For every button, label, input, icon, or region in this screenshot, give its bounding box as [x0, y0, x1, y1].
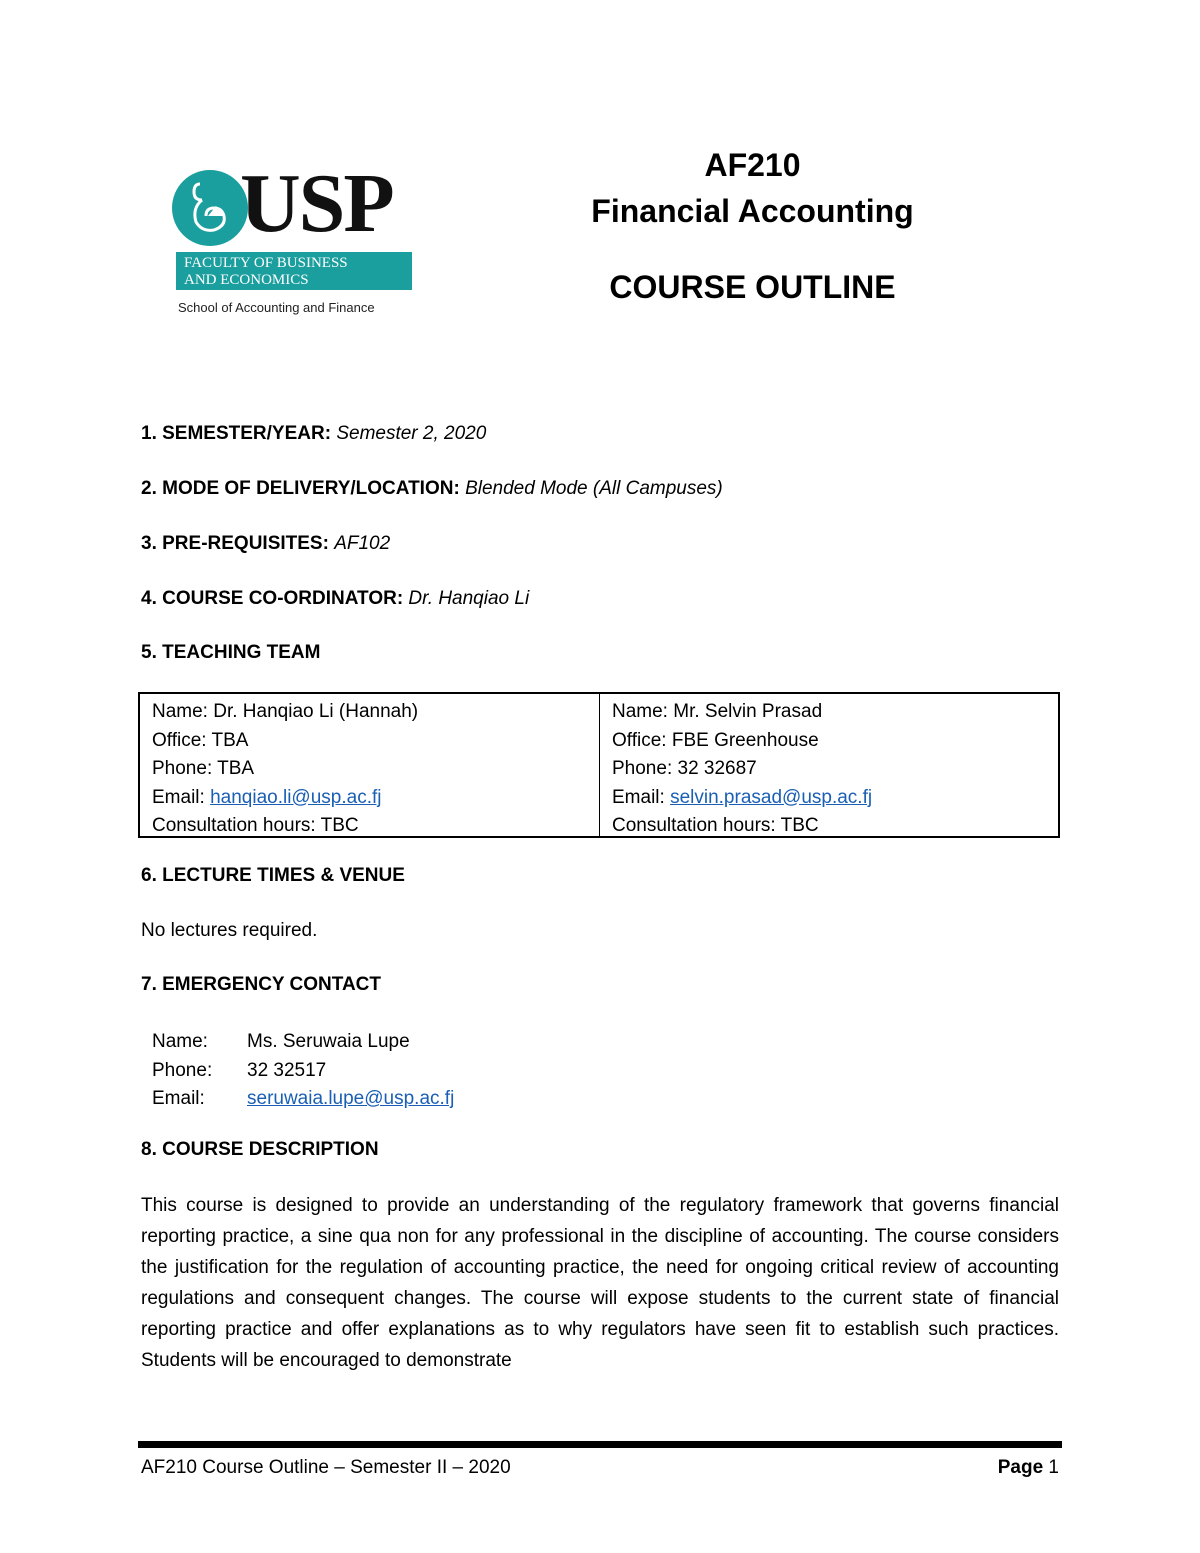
emergency-name-row	[152, 1028, 454, 1057]
emergency-email-link[interactable]: seruwaia.lupe@usp.ac.fj	[247, 1088, 455, 1109]
course-name: Financial Accounting	[591, 193, 914, 229]
course-description: This course is designed to provide an understanding of the regulatory framework that governs financial reporting practice, a sine qua non for any professional in the discipline of accounting. The course considers the justification for the regulation of accounting practice, the need for ongoing critical review of accounting regulations and consequent changes. The course will expose students to the current state of financial reporting practice and offer explanations as to why regulators have seen fit to establish such practices. Students will be encouraged to demonstrate	[141, 1195, 1059, 1371]
faculty-line-2: AND ECONOMICS	[184, 272, 309, 288]
document-title: COURSE OUTLINE	[609, 269, 896, 305]
delivery-value: Blended Mode (All Campuses)	[465, 478, 723, 499]
emergency-contact	[152, 1028, 454, 1114]
description-heading: 8. COURSE DESCRIPTION	[141, 1139, 379, 1160]
member-office: Office: FBE Greenhouse	[612, 729, 819, 751]
member-office: Office: TBA	[152, 729, 249, 751]
section-delivery	[141, 477, 723, 501]
usp-wordmark: USP	[240, 157, 393, 250]
lectures-heading: 6. LECTURE TIMES & VENUE	[141, 865, 405, 886]
section-description	[141, 1138, 379, 1162]
usp-logo	[170, 157, 415, 320]
section-prerequisites	[141, 532, 390, 556]
emergency-phone: 32 32517	[247, 1059, 327, 1081]
faculty-line-1: FACULTY OF BUSINESS	[184, 255, 348, 271]
page-number	[998, 1457, 1059, 1479]
member-email-row	[152, 784, 587, 813]
semester-label: 1. SEMESTER/YEAR:	[141, 423, 332, 444]
page-number-value: 1	[1048, 1457, 1059, 1478]
member-email-row	[612, 784, 1046, 813]
coordinator-value: Dr. Hanqiao Li	[408, 588, 530, 609]
semester-value: Semester 2, 2020	[336, 423, 487, 444]
faculty-band	[176, 252, 412, 290]
title-block	[560, 145, 945, 307]
school-name: School of Accounting and Finance	[178, 300, 375, 315]
section-lectures	[141, 864, 405, 888]
section-teaching-team	[141, 641, 320, 665]
teaching-team-heading: 5. TEACHING TEAM	[141, 642, 321, 663]
member-email-label: Email:	[152, 786, 205, 808]
emergency-phone-row	[152, 1057, 454, 1086]
emergency-heading: 7. EMERGENCY CONTACT	[141, 974, 381, 995]
member-name: Name: Mr. Selvin Prasad	[612, 701, 823, 722]
member-phone: Phone: TBA	[152, 758, 255, 779]
coordinator-label: 4. COURSE CO-ORDINATOR:	[141, 588, 404, 609]
prerequisites-value: AF102	[334, 533, 391, 554]
member-email-link[interactable]: hanqiao.li@usp.ac.fj	[210, 786, 382, 808]
emergency-name: Ms. Seruwaia Lupe	[247, 1031, 410, 1052]
course-code: AF210	[704, 147, 801, 183]
prerequisites-label: 3. PRE-REQUISITES:	[141, 533, 329, 554]
team-member-2	[599, 694, 1058, 836]
member-phone: Phone: 32 32687	[612, 758, 757, 779]
team-member-1	[140, 694, 599, 836]
member-email-label: Email:	[612, 786, 665, 808]
section-emergency	[141, 973, 381, 997]
usp-emblem-icon	[172, 170, 248, 246]
member-hours: Consultation hours: TBC	[152, 815, 359, 836]
member-email-link[interactable]: selvin.prasad@usp.ac.fj	[670, 786, 873, 808]
emergency-email-label: Email:	[152, 1088, 205, 1109]
footer-title: AF210 Course Outline – Semester II – 2020	[141, 1457, 511, 1478]
page-label: Page	[997, 1457, 1044, 1478]
footer-rule	[138, 1441, 1062, 1448]
emergency-phone-label: Phone:	[152, 1059, 213, 1081]
section-semester	[141, 422, 486, 446]
delivery-label: 2. MODE OF DELIVERY/LOCATION:	[141, 478, 460, 499]
emergency-name-label: Name:	[152, 1031, 208, 1052]
emergency-email-row	[152, 1085, 454, 1114]
member-name: Name: Dr. Hanqiao Li (Hannah)	[152, 701, 419, 722]
section-coordinator	[141, 587, 529, 611]
member-hours: Consultation hours: TBC	[612, 815, 819, 836]
lectures-note: No lectures required.	[141, 920, 318, 941]
teaching-team-table	[138, 692, 1060, 838]
